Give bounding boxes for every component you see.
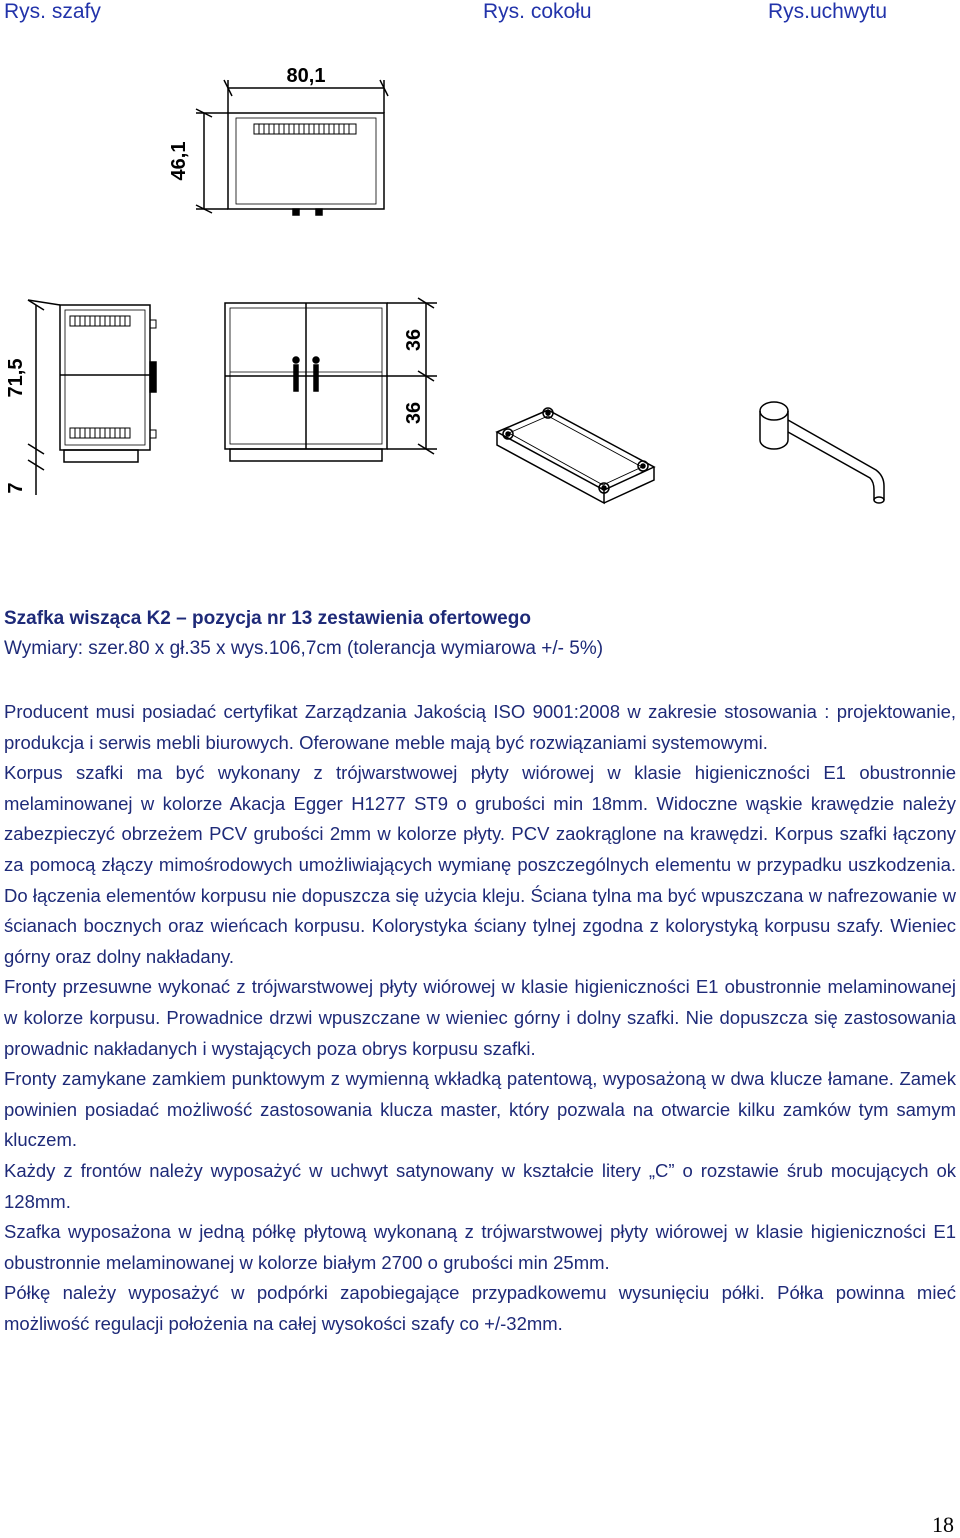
upper-compartment-dimension-label: 36 [403,328,425,352]
top-view-drawing [168,65,388,215]
spec-body [4,697,956,1339]
header-handle-drawing-label: Rys.uchwytu [768,0,888,23]
plinth-isometric-drawing [497,408,654,503]
spec-paragraph: Półkę należy wyposażyć w podpórki zapobiegające przypadkowemu wysunięciu półki. Półka powinna mieć możliwość regulacji położenia na całej wysokości szafy co +/-32mm. [4,1282,956,1334]
spec-paragraph: Fronty zamykane zamkiem punktowym z wymienną wkładką patentową, wyposażoną w dwa klucze łamane. Zamek powinien posiadać możliwość zastosowania klucza master, który pozwala na otwarcie kilku zamków tym samym kluczem. [4,1068,956,1151]
header-plinth-drawing-label: Rys. cokołu [483,0,592,23]
spec-paragraph: Szafka wyposażona w jedną półkę płytową wykonaną z trójwarstwowej płyty wiórowej w klasie higieniczności E1 obustronnie melaminowanej w kolorze białym 2700 o grubości min 25mm. [4,1221,956,1273]
spec-paragraph: Każdy z frontów należy wyposażyć w uchwyt satynowany w kształcie litery „C” o rozstawie śrub mocujących ok 128mm. [4,1159,956,1212]
height-dimension-label: 71,5 [5,358,27,398]
handle-drawing [760,402,884,503]
spec-paragraph: Fronty przesuwne wykonać z trójwarstwowej płyty wiórowej w klasie higieniczności E1 obustronnie melaminowanej w kolorze korpusu. Prowadnice drzwi wpuszczane w wieniec górny i dolny szafki. Nie dopuszcza się zastosowania prowadnic nakładanych i wystających poza obrys korpusu szafki. [4,976,956,1059]
lower-compartment-dimension-label: 36 [403,401,425,425]
header-cabinet-drawing-label: Rys. szafy [4,0,101,23]
plinth-dimension-label: 7 [5,482,27,494]
depth-dimension-label: 46,1 [168,141,190,181]
spec-paragraph: Producent musi posiadać certyfikat Zarządzania Jakością ISO 9001:2008 w zakresie stosowania : projektowanie, produkcja i serwis mebli biurowych. Oferowane meble mają być rozwiązaniami systemowymi. [4,701,956,753]
spec-dimensions: Wymiary: szer.80 x gł.35 x wys.106,7cm (tolerancja wymiarowa +/- 5%) [4,638,604,659]
width-dimension-label: 80,1 [286,65,326,87]
front-view-drawing [225,298,437,461]
page-number: 18 [932,1512,954,1537]
spec-paragraph: Korpus szafki ma być wykonany z trójwarstwowej płyty wiórowej w klasie higieniczności E1 obustronnie melaminowanej w kolorze Akacja Egger H1277 ST9 o grubości min 18mm. Widoczne wąskie krawędzie należy zabezpieczyć obrzeżem PCV grubości 2mm w kolorze płyty. PCV zaokrąglone na krawędzi. Korpus szafki łączony za pomocą złączy mimośrodowych umożliwiających wymianę poszczególnych elementu w przypadku uszkodzenia. Do łączenia elementów korpusu nie dopuszcza się użycia kleju. Ściana tylna ma być wpuszczana w nafrezowanie w ścianach bocznych oraz wieńcach korpusu. Kolorystyka ściany tylnej zgodna z kolorystyką korpusu szafy. Wieniec górny oraz dolny nakładany. [4,762,956,967]
side-view-drawing [5,300,156,495]
technical-drawing [0,30,960,520]
spec-title: Szafka wisząca K2 – pozycja nr 13 zestawienia ofertowego [4,608,531,629]
